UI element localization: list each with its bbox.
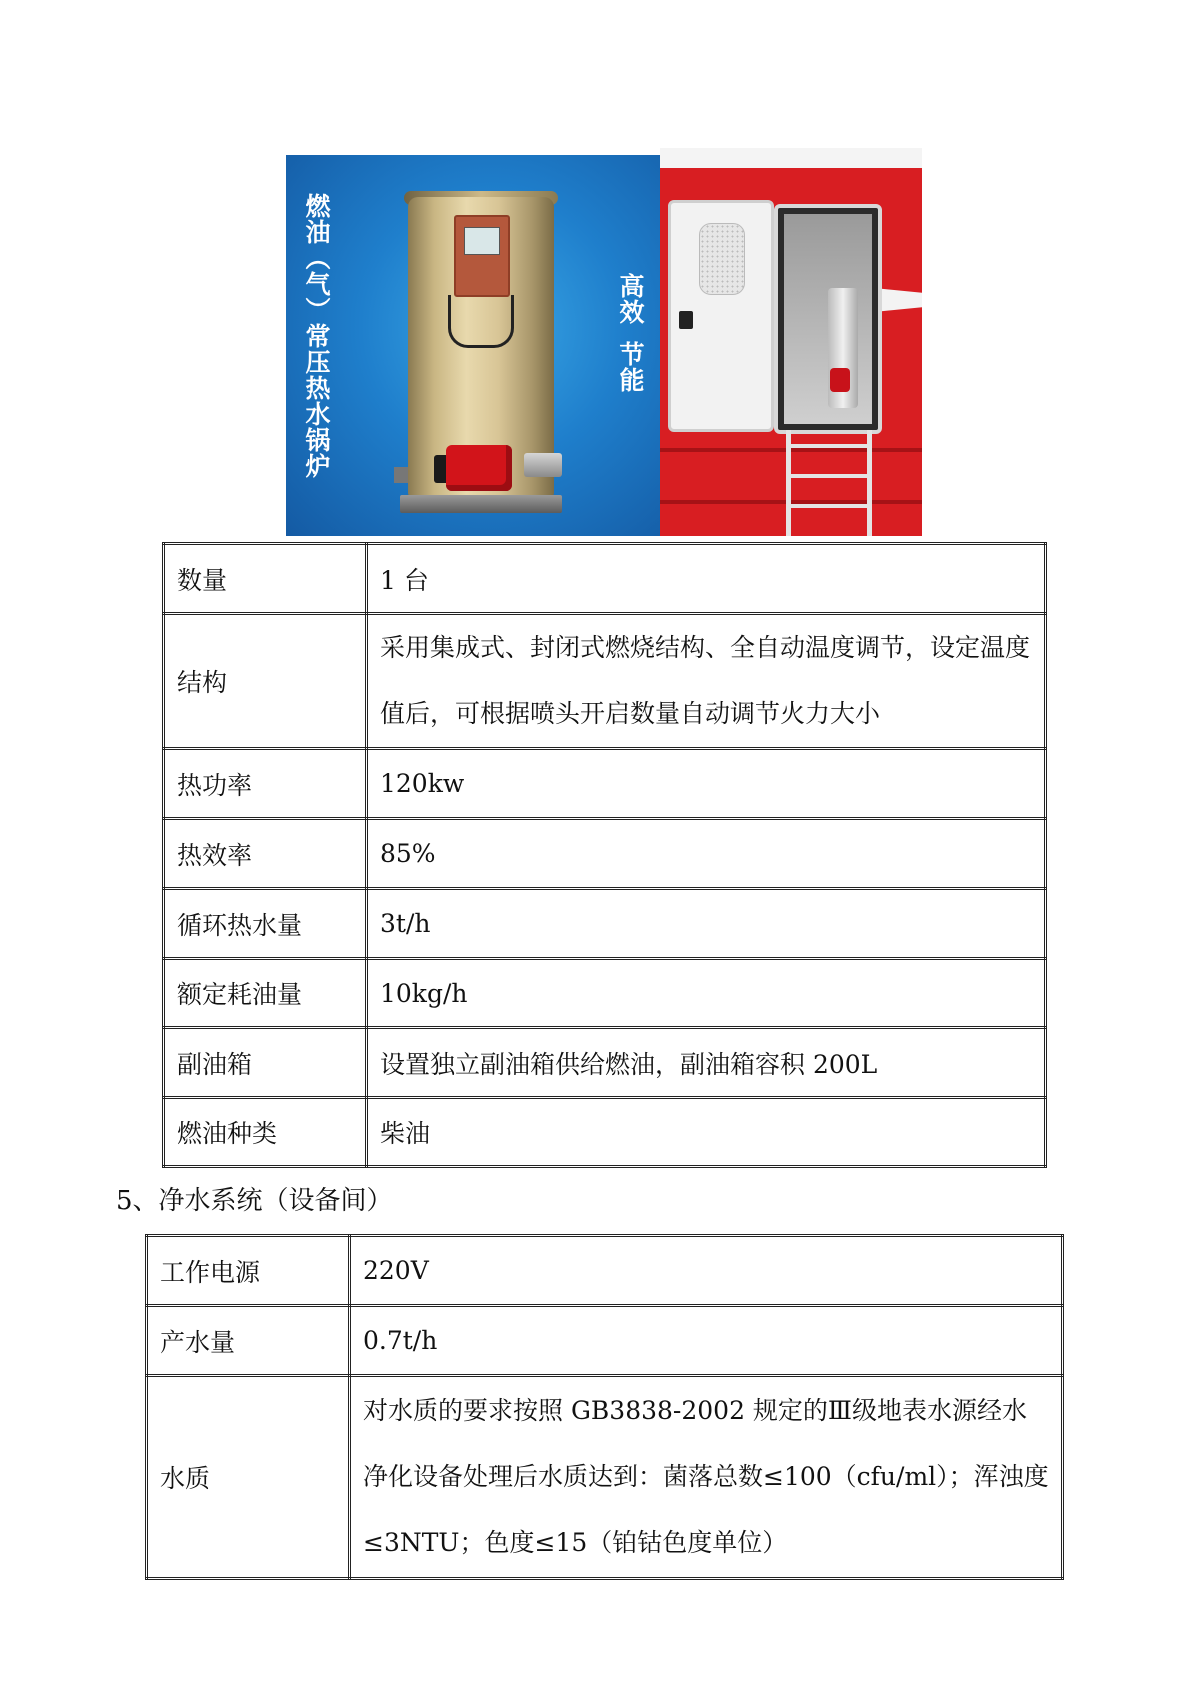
slogan-energy-saving: 节能	[616, 341, 645, 393]
row-value: 0.7t/h	[350, 1306, 1063, 1376]
row-value: 1 台	[367, 544, 1046, 614]
boiler-base	[400, 495, 562, 513]
truck-photo	[660, 148, 922, 536]
row-label: 热效率	[164, 819, 367, 889]
row-label: 水质	[147, 1376, 350, 1579]
row-value: 设置独立副油箱供给燃油，副油箱容积 200L	[367, 1028, 1046, 1098]
row-label: 额定耗油量	[164, 959, 367, 1028]
row-value: 3t/h	[367, 889, 1046, 959]
gas-valve	[524, 453, 562, 477]
table-row	[164, 1098, 1046, 1167]
door-handle	[679, 311, 693, 329]
row-value: 柴油	[367, 1098, 1046, 1167]
table-row	[164, 544, 1046, 614]
water-system-table	[145, 1234, 1064, 1580]
cabin-opening	[774, 204, 882, 434]
slogan-efficient: 高效	[616, 273, 645, 325]
table-row	[164, 614, 1046, 749]
ladder-rung	[791, 444, 867, 448]
table-row	[147, 1376, 1063, 1579]
row-value: 采用集成式、封闭式燃烧结构、全自动温度调节，设定温度值后，可根据喷头开启数量自动调节火力大小	[367, 614, 1046, 749]
cabin-door	[668, 200, 774, 432]
ladder	[786, 430, 872, 536]
cables	[448, 295, 514, 348]
row-label: 产水量	[147, 1306, 350, 1376]
door-window	[699, 223, 745, 295]
row-label: 循环热水量	[164, 889, 367, 959]
row-value: 220V	[350, 1236, 1063, 1306]
boiler-spec-table	[162, 542, 1047, 1168]
slogan	[616, 273, 644, 533]
row-value: 85%	[367, 819, 1046, 889]
row-value: 对水质的要求按照 GB3838-2002 规定的Ⅲ级地表水源经水净化设备处理后水质达到：菌落总数≤100（cfu/ml）；浑浊度≤3NTU；色度≤15（铂钴色度单位）	[350, 1376, 1063, 1579]
table-row	[164, 1028, 1046, 1098]
burner	[446, 445, 512, 491]
ladder-rung	[791, 474, 867, 478]
row-label: 数量	[164, 544, 367, 614]
table-row	[164, 749, 1046, 819]
boiler-photo	[286, 155, 660, 536]
pipe	[394, 467, 408, 483]
row-label: 热功率	[164, 749, 367, 819]
table-row	[164, 959, 1046, 1028]
row-label: 燃油种类	[164, 1098, 367, 1167]
ladder-rung	[791, 504, 867, 508]
control-panel	[454, 215, 510, 297]
row-value: 120kw	[367, 749, 1046, 819]
control-screen	[464, 227, 500, 255]
row-label: 结构	[164, 614, 367, 749]
row-label: 工作电源	[147, 1236, 350, 1306]
row-label: 副油箱	[164, 1028, 367, 1098]
row-value: 10kg/h	[367, 959, 1046, 1028]
table-row	[164, 889, 1046, 959]
cabin-burner	[830, 368, 850, 392]
section-heading: 5、净水系统（设备间）	[116, 1186, 393, 1216]
table-row	[147, 1236, 1063, 1306]
product-photo	[286, 148, 922, 536]
boiler-caption: 燃油（气）常压热水锅炉	[302, 193, 331, 479]
table-row	[164, 819, 1046, 889]
table-row	[147, 1306, 1063, 1376]
